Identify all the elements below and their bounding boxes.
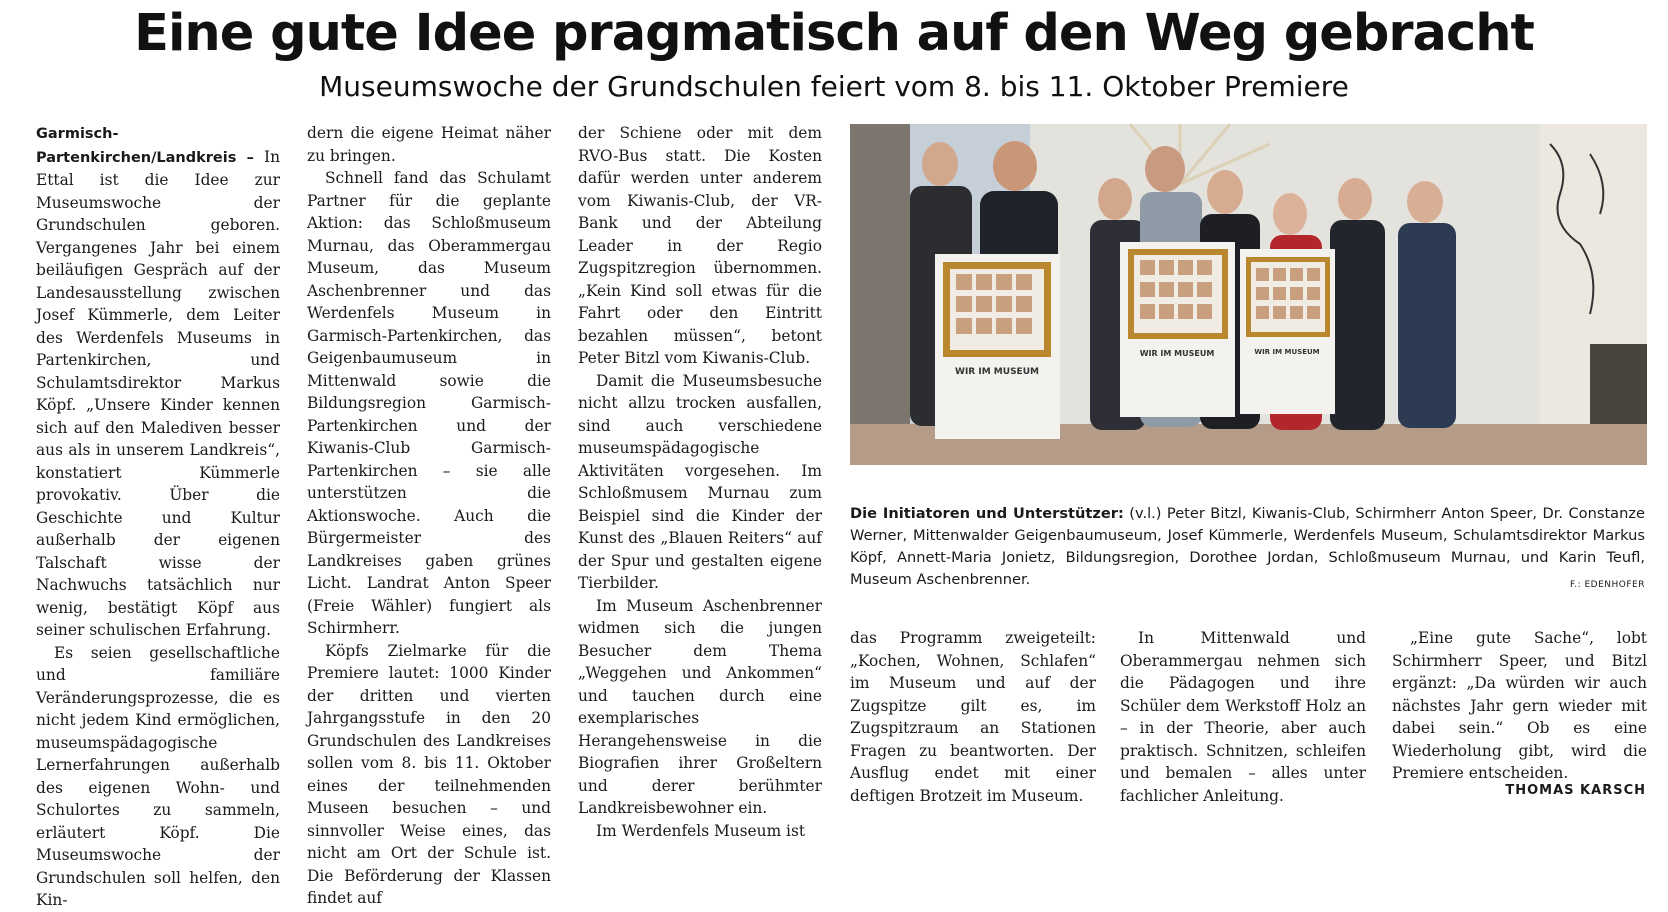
article-column-5	[1120, 627, 1366, 813]
article-paragraph: Es seien gesellschaftliche und familiäre Veränderungsprozesse, die es nicht jedem Kind ermöglichen, museumspädagogische Lernerfahrungen außerhalb des eigenen Wohn- und Schulortes zu sammeln, erläutert Köpf. Die Museumswoche der Grundschulen soll helfen, den Kin-	[36, 643, 280, 909]
poster-right	[1240, 249, 1335, 414]
article-column-3	[578, 122, 822, 840]
article-paragraph: Im Museum Aschenbrenner widmen sich die jungen Besucher dem Thema „Weggehen und Ankommen“ und tauchen durch eine exemplarisches Herangehensweise in die Biografien ihrer Großeltern und derer berühmter Landkreisbewohner ein.	[578, 596, 822, 817]
photo-caption	[850, 503, 1645, 596]
article-paragraph: Im Werdenfels Museum ist	[596, 821, 806, 840]
caption-text: (v.l.) Peter Bitzl, Kiwanis-Club, Schirmherr Anton Speer, Dr. Constanze Werner, Mittenwalder Geigenbaumuseum, Josef Kümmerle, Werdenfels Museum, Schulamtsdirektor Markus Köpf, Annett-Maria Jonietz, Bildungsregion, Dorothee Jordan, Schloßmuseum Murnau, und Karin Teufl, Museum Aschenbrenner.	[850, 505, 1646, 588]
article-paragraph: In Mittenwald und Oberammergau nehmen sich die Pädagogen und ihre Schüler dem Werkstoff Holz an – in der Theorie, aber auch praktisch. Schnitzen, schleifen und bemalen – alles unter fachlicher Anleitung.	[1120, 629, 1366, 805]
article-paragraph: das Programm zweigeteilt: „Kochen, Wohnen, Schlafen“ im Museum und auf der Zugspitze gilt es, im Zugspitzraum an Stationen Fragen zu beantworten. Der Ausflug endet mit einer deftigen Brotzeit im Museum.	[850, 629, 1096, 805]
photo-credit: F.: EDENHOFER	[1570, 580, 1645, 590]
svg-text:WIR IM MUSEUM: WIR IM MUSEUM	[955, 367, 1039, 377]
poster-middle	[1120, 242, 1235, 417]
article-headline: Eine gute Idee pragmatisch auf den Weg gebracht	[134, 4, 1534, 63]
author-byline: THOMAS KARSCH	[1505, 783, 1646, 798]
dateline: Garmisch-Partenkirchen/Landkreis –	[36, 126, 254, 166]
article-paragraph: Schnell fand das Schulamt Partner für die geplante Aktion: das Schloßmuseum Murnau, das Oberammergau Museum, das Museum Aschenbrenner und das Werdenfels Museum in Garmisch-Partenkirchen, das Geigenbaumuseum in Mittenwald sowie die Bildungsregion Garmisch-Partenkirchen und der Kiwanis-Club Garmisch-Partenkirchen – sie alle unterstützen die Aktionswoche. Auch die Bürgermeister des Landkreises gaben grünes Licht. Landrat Anton Speer (Freie Wähler) fungiert als Schirmherr.	[307, 169, 551, 637]
article-paragraph: der Schiene oder mit dem RVO-Bus statt. Die Kosten dafür werden unter anderem vom Kiwanis-Club, der VR-Bank und der Abteilung Leader in der Regio Zugspitzregion übernommen. „Kein Kind soll etwas für die Fahrt oder den Eintritt bezahlen müssen“, betont Peter Bitzl vom Kiwanis-Club.	[578, 124, 822, 367]
article-paragraph: Köpfs Zielmarke für die Premiere lautet: 1000 Kinder der dritten und vierten Jahrgangsstufe in den 20 Grundschulen des Landkreises sollen vom 8. bis 11. Oktober eines der teilnehmenden Museen besuchen – und sinnvoller Weise eines, das nicht am Ort der Schule ist. Die Beförderung der Klassen findet auf	[307, 641, 551, 907]
article-column-1	[36, 122, 280, 909]
group-photo-illustration	[850, 124, 1647, 465]
article-subheadline: Museumswoche der Grundschulen feiert vom 8. bis 11. Oktober Premiere	[319, 70, 1349, 103]
caption-lead: Die Initiatoren und Unterstützer:	[850, 505, 1124, 522]
article-paragraph	[36, 122, 280, 642]
paragraph-text: In Ettal ist die Idee zur Museumswoche der Grundschulen geboren. Vergangenes Jahr bei einem beiläufigen Gespräch auf der Landesausstellung zwischen Josef Kümmerle, dem Leiter des Werdenfels Museums in Partenkirchen, und Schulamtsdirektor Markus Köpf. „Unsere Kinder kennen sich auf den Malediven besser aus als in unserem Landkreis“, konstatiert Kümmerle provokativ. Über die Geschichte und Kultur außerhalb der eigenen Talschaft wisse der Nachwuchs tatsächlich nur wenig, bestätigt Köpf aus seiner schulischen Erfahrung.	[36, 147, 280, 639]
article-paragraph: „Eine gute Sache“, lobt Schirmherr Speer, und Bitzl ergänzt: „Da würden wir auch nächstes Jahr gern wieder mit dabei sein.“ Ob es eine Wiederholung gibt, wird die Premiere entscheiden.	[1392, 629, 1647, 782]
article-paragraph: Damit die Museumsbesuche nicht allzu trocken ausfallen, sind auch verschiedene museumspädagogische Aktivitäten vorgesehen. Im Schloßmusem Murnau zum Beispiel sind die Kinder der Kunst des „Blauen Reiters“ auf der Spur und gestalten eigene Tierbilder.	[578, 371, 822, 592]
group-photo	[850, 124, 1647, 465]
article-paragraph: dern die eigene Heimat näher zu bringen.	[307, 124, 551, 165]
svg-text:WIR IM MUSEUM: WIR IM MUSEUM	[1139, 349, 1215, 358]
article-column-4	[850, 627, 1096, 813]
svg-text:WIR IM MUSEUM: WIR IM MUSEUM	[1254, 348, 1320, 356]
article-column-2	[307, 122, 551, 907]
